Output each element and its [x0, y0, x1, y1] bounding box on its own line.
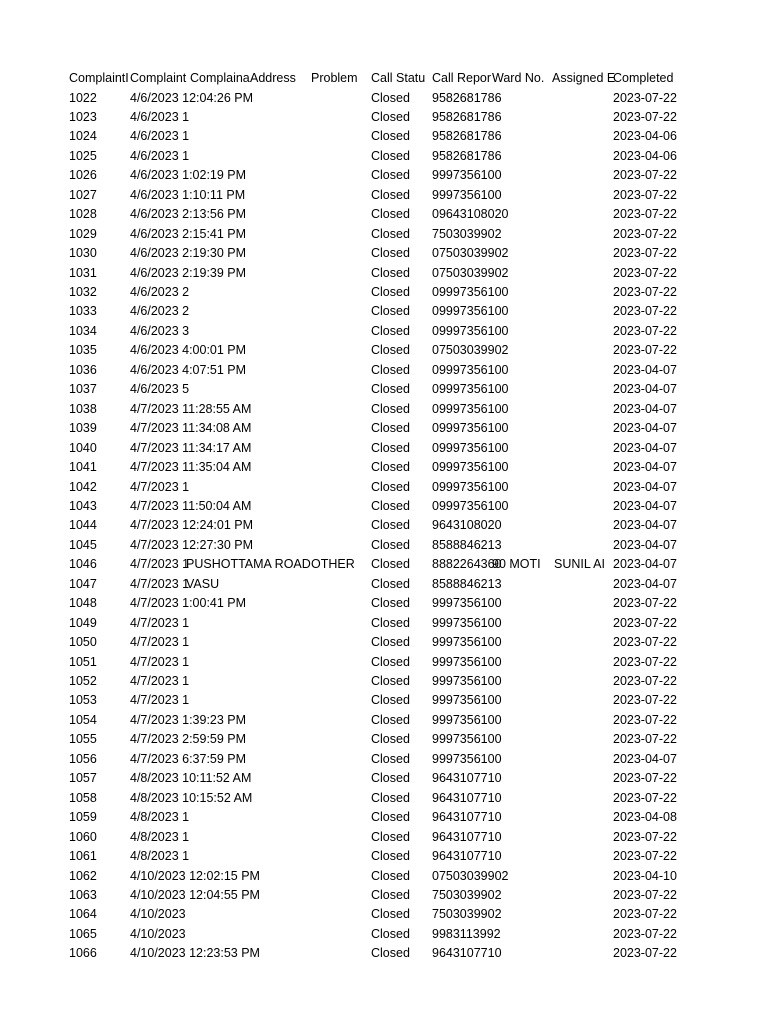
cell-call-reporter[interactable]: 07503039902 — [432, 265, 509, 280]
cell-call-reporter[interactable]: 09997356100 — [432, 304, 509, 319]
table-row[interactable] — [0, 341, 768, 361]
table-row[interactable] — [0, 361, 768, 381]
cell-complaint-id[interactable]: 1025 — [69, 148, 97, 163]
cell-call-reporter[interactable]: 9997356100 — [432, 693, 502, 708]
table-row[interactable] — [0, 380, 768, 400]
table-row[interactable] — [0, 127, 768, 147]
table-row[interactable] — [0, 633, 768, 653]
table-row[interactable] — [0, 89, 768, 109]
cell-completed[interactable]: 2023-07-22 — [613, 323, 677, 338]
cell-completed[interactable]: 2023-04-07 — [613, 557, 677, 572]
cell-completed[interactable]: 2023-07-22 — [613, 674, 677, 688]
table-row[interactable] — [0, 536, 768, 556]
cell-completed[interactable]: 2023-04-06 — [613, 129, 677, 144]
cell-call-status[interactable]: Closed — [371, 849, 410, 864]
table-row[interactable] — [0, 283, 768, 303]
cell-call-status[interactable]: Closed — [371, 926, 410, 941]
cell-call-status[interactable]: Closed — [371, 362, 410, 377]
cell-complaint-id[interactable]: 1031 — [69, 265, 97, 280]
cell-complaint-id[interactable]: 1058 — [69, 790, 97, 805]
cell-complaint-time[interactable]: 4/6/2023 4:07:51 PM — [130, 362, 247, 377]
cell-call-reporter[interactable]: 9997356100 — [432, 732, 502, 747]
cell-completed[interactable]: 2023-04-06 — [613, 148, 677, 163]
cell-call-reporter[interactable]: 9997356100 — [432, 654, 502, 669]
cell-complaint-id[interactable]: 1066 — [69, 946, 97, 961]
cell-call-status[interactable]: Closed — [371, 596, 410, 611]
cell-call-reporter[interactable]: 9997356100 — [432, 635, 502, 650]
cell-complaint-id[interactable]: 1052 — [69, 674, 97, 688]
table-row[interactable] — [0, 730, 768, 750]
cell-complaint-time[interactable]: 4/6/2023 2 — [130, 304, 190, 319]
cell-call-reporter[interactable]: 9643107710 — [432, 946, 502, 961]
cell-complaint-id[interactable]: 1061 — [69, 849, 97, 864]
table-row[interactable] — [0, 944, 768, 964]
cell-complaint-id[interactable]: 1039 — [69, 421, 97, 436]
cell-call-reporter[interactable]: 9997356100 — [432, 187, 502, 202]
cell-complaint-id[interactable]: 1036 — [69, 362, 97, 377]
cell-call-status[interactable]: Closed — [371, 129, 410, 144]
cell-call-status[interactable]: Closed — [371, 887, 410, 902]
cell-call-reporter[interactable]: 7503039902 — [432, 907, 502, 922]
cell-complaint-time[interactable]: 4/7/2023 1 — [130, 479, 190, 494]
cell-call-status[interactable]: Closed — [371, 323, 410, 338]
table-row[interactable] — [0, 653, 768, 673]
cell-complaint-id[interactable]: 1053 — [69, 693, 97, 708]
cell-ward-no[interactable]: 90 MOTI — [492, 557, 541, 572]
cell-problem[interactable]: OTHER — [311, 557, 355, 572]
cell-complaint-time[interactable]: 4/6/2023 2:19:39 PM — [130, 265, 247, 280]
header-complainant[interactable]: Complaina — [190, 71, 250, 85]
header-call-reporter[interactable]: Call Repor — [432, 71, 492, 85]
cell-call-reporter[interactable]: 9997356100 — [432, 596, 502, 611]
cell-complaint-id[interactable]: 1057 — [69, 771, 97, 786]
cell-call-reporter[interactable]: 7503039902 — [432, 887, 502, 902]
cell-call-reporter[interactable]: 9983113992 — [432, 926, 501, 941]
cell-call-status[interactable]: Closed — [371, 907, 410, 922]
cell-address[interactable]: PUSHOTTAMA ROAD — [186, 557, 311, 572]
cell-call-status[interactable]: Closed — [371, 304, 410, 319]
cell-call-status[interactable]: Closed — [371, 732, 410, 747]
cell-call-reporter[interactable]: 09997356100 — [432, 479, 509, 494]
table-row[interactable] — [0, 769, 768, 789]
cell-complaint-id[interactable]: 1047 — [69, 576, 97, 591]
cell-call-status[interactable]: Closed — [371, 635, 410, 650]
table-row[interactable] — [0, 400, 768, 420]
cell-completed[interactable]: 2023-07-22 — [613, 615, 677, 630]
cell-call-reporter[interactable]: 9643107710 — [432, 829, 502, 844]
cell-call-reporter[interactable]: 09997356100 — [432, 440, 509, 455]
cell-completed[interactable]: 2023-04-07 — [613, 576, 677, 591]
cell-call-status[interactable]: Closed — [371, 168, 410, 183]
cell-call-status[interactable]: Closed — [371, 421, 410, 436]
table-row[interactable] — [0, 555, 768, 575]
cell-complaint-id[interactable]: 1049 — [69, 615, 97, 630]
cell-call-status[interactable]: Closed — [371, 654, 410, 669]
cell-call-status[interactable]: Closed — [371, 226, 410, 241]
cell-complaint-id[interactable]: 1044 — [69, 518, 97, 533]
table-row[interactable] — [0, 322, 768, 342]
cell-completed[interactable]: 2023-04-07 — [613, 382, 677, 397]
cell-completed[interactable]: 2023-07-22 — [613, 887, 677, 902]
cell-call-status[interactable]: Closed — [371, 693, 410, 708]
cell-call-status[interactable]: Closed — [371, 265, 410, 280]
cell-completed[interactable]: 2023-07-22 — [613, 926, 677, 941]
cell-completed[interactable]: 2023-07-22 — [613, 187, 677, 202]
cell-complaint-time[interactable]: 4/10/2023 12:04:55 PM — [130, 887, 260, 902]
cell-completed[interactable]: 2023-07-22 — [613, 946, 677, 961]
cell-call-status[interactable]: Closed — [371, 479, 410, 494]
table-row[interactable] — [0, 867, 768, 887]
table-row[interactable] — [0, 672, 768, 692]
cell-completed[interactable]: 2023-07-22 — [613, 90, 677, 105]
cell-complaint-id[interactable]: 1064 — [69, 907, 97, 922]
cell-complaint-time[interactable]: 4/6/2023 12:04:26 PM — [130, 90, 254, 105]
cell-complaint-id[interactable]: 1038 — [69, 401, 97, 416]
cell-complaint-time[interactable]: 4/7/2023 11:50:04 AM — [130, 498, 252, 513]
table-row[interactable] — [0, 750, 768, 770]
cell-completed[interactable]: 2023-04-07 — [613, 421, 677, 436]
cell-call-reporter[interactable]: 9643108020 — [432, 518, 502, 533]
table-row[interactable] — [0, 147, 768, 167]
cell-call-status[interactable]: Closed — [371, 557, 410, 572]
table-row[interactable] — [0, 244, 768, 264]
header-address[interactable]: Address — [250, 71, 296, 85]
cell-call-reporter[interactable]: 09997356100 — [432, 323, 509, 338]
cell-call-reporter[interactable]: 09997356100 — [432, 460, 509, 475]
cell-complaint-time[interactable]: 4/6/2023 2 — [130, 285, 190, 299]
cell-completed[interactable]: 2023-07-22 — [613, 712, 677, 727]
cell-call-status[interactable]: Closed — [371, 148, 410, 163]
cell-complaint-id[interactable]: 1040 — [69, 440, 97, 455]
cell-complaint-id[interactable]: 1046 — [69, 557, 97, 572]
table-row[interactable] — [0, 789, 768, 809]
header-call-status[interactable]: Call Statu — [371, 71, 426, 85]
cell-completed[interactable]: 2023-04-10 — [613, 868, 677, 883]
cell-complaint-time[interactable]: 4/7/2023 1 — [130, 674, 190, 688]
table-row[interactable] — [0, 594, 768, 614]
cell-complaint-time[interactable]: 4/6/2023 4:00:01 PM — [130, 343, 247, 358]
table-row[interactable] — [0, 847, 768, 867]
cell-call-reporter[interactable]: 8588846213 — [432, 537, 502, 552]
cell-complaint-time[interactable]: 4/8/2023 10:15:52 AM — [130, 790, 253, 805]
cell-complaint-id[interactable]: 1055 — [69, 732, 97, 747]
cell-complaint-id[interactable]: 1050 — [69, 635, 97, 650]
cell-complaint-id[interactable]: 1054 — [69, 712, 97, 727]
table-row[interactable] — [0, 108, 768, 128]
cell-call-status[interactable]: Closed — [371, 712, 410, 727]
cell-call-reporter[interactable]: 07503039902 — [432, 246, 509, 261]
cell-call-reporter[interactable]: 7503039902 — [432, 226, 502, 241]
cell-complaint-time[interactable]: 4/7/2023 11:35:04 AM — [130, 460, 252, 475]
table-row[interactable] — [0, 205, 768, 225]
cell-complaint-id[interactable]: 1028 — [69, 207, 97, 222]
cell-call-status[interactable]: Closed — [371, 868, 410, 883]
table-row[interactable] — [0, 225, 768, 245]
cell-call-status[interactable]: Closed — [371, 246, 410, 261]
cell-complaint-time[interactable]: 4/7/2023 1:00:41 PM — [130, 596, 247, 611]
cell-call-status[interactable]: Closed — [371, 751, 410, 766]
cell-complaint-time[interactable]: 4/6/2023 1:10:11 PM — [130, 187, 246, 202]
cell-call-status[interactable]: Closed — [371, 207, 410, 222]
cell-complaint-id[interactable]: 1059 — [69, 810, 97, 825]
cell-call-status[interactable]: Closed — [371, 460, 410, 475]
cell-complaint-id[interactable]: 1034 — [69, 323, 97, 338]
cell-call-status[interactable]: Closed — [371, 771, 410, 786]
cell-call-reporter[interactable]: 07503039902 — [432, 868, 509, 883]
cell-complaint-time[interactable]: 4/10/2023 12:02:15 PM — [130, 868, 260, 883]
table-row[interactable] — [0, 516, 768, 536]
table-row[interactable] — [0, 691, 768, 711]
header-row — [0, 69, 768, 89]
cell-complaint-time[interactable]: 4/7/2023 1 — [130, 693, 190, 708]
cell-complaint-time[interactable]: 4/6/2023 5 — [130, 382, 190, 397]
cell-complaint-time[interactable]: 4/6/2023 1:02:19 PM — [130, 168, 247, 183]
cell-call-status[interactable]: Closed — [371, 382, 410, 397]
cell-completed[interactable]: 2023-04-07 — [613, 518, 677, 533]
cell-call-status[interactable]: Closed — [371, 615, 410, 630]
cell-complaint-id[interactable]: 1037 — [69, 382, 97, 397]
cell-call-reporter[interactable]: 9997356100 — [432, 615, 502, 630]
cell-complaint-time[interactable]: 4/7/2023 11:34:08 AM — [130, 421, 252, 436]
cell-completed[interactable]: 2023-07-22 — [613, 207, 677, 222]
header-assigned[interactable]: Assigned E — [552, 71, 616, 85]
table-row[interactable] — [0, 711, 768, 731]
cell-complaint-time[interactable]: 4/6/2023 2:13:56 PM — [130, 207, 247, 222]
cell-call-reporter[interactable]: 9582681786 — [432, 129, 502, 144]
cell-call-status[interactable]: Closed — [371, 498, 410, 513]
cell-call-reporter[interactable]: 9643107710 — [432, 790, 502, 805]
cell-complainant[interactable]: VASU — [186, 576, 220, 591]
header-problem[interactable]: Problem — [311, 71, 358, 85]
table-row[interactable] — [0, 302, 768, 322]
cell-call-reporter[interactable]: 9643107710 — [432, 810, 502, 825]
cell-call-status[interactable]: Closed — [371, 343, 410, 358]
cell-call-reporter[interactable]: 09997356100 — [432, 382, 509, 397]
cell-complaint-id[interactable]: 1033 — [69, 304, 97, 319]
cell-call-reporter[interactable]: 9997356100 — [432, 168, 502, 183]
cell-completed[interactable]: 2023-04-07 — [613, 751, 677, 766]
cell-complaint-id[interactable]: 1062 — [69, 868, 97, 883]
cell-complaint-time[interactable]: 4/7/2023 1 — [130, 557, 190, 572]
cell-complaint-time[interactable]: 4/7/2023 11:34:17 AM — [130, 440, 252, 455]
table-row[interactable] — [0, 828, 768, 848]
cell-call-reporter[interactable]: 8588846213 — [432, 576, 502, 591]
header-complaint-time[interactable]: Complaint — [130, 71, 187, 85]
cell-complaint-time[interactable]: 4/6/2023 3 — [130, 323, 190, 338]
cell-call-reporter[interactable]: 07503039902 — [432, 343, 509, 358]
cell-call-reporter[interactable]: 9997356100 — [432, 712, 502, 727]
cell-complaint-time[interactable]: 4/8/2023 1 — [130, 810, 190, 825]
cell-completed[interactable]: 2023-07-22 — [613, 829, 677, 844]
table-row[interactable] — [0, 808, 768, 828]
cell-call-status[interactable]: Closed — [371, 576, 410, 591]
table-row[interactable] — [0, 419, 768, 439]
cell-call-reporter[interactable]: 9582681786 — [432, 90, 502, 105]
cell-complaint-id[interactable]: 1027 — [69, 187, 97, 202]
cell-assigned[interactable]: SUNIL AI — [554, 557, 605, 572]
cell-completed[interactable]: 2023-07-22 — [613, 246, 677, 261]
cell-completed[interactable]: 2023-07-22 — [613, 109, 677, 124]
cell-complaint-id[interactable]: 1035 — [69, 343, 97, 358]
cell-complaint-time[interactable]: 4/7/2023 12:27:30 PM — [130, 537, 254, 552]
cell-call-status[interactable]: Closed — [371, 810, 410, 825]
cell-complaint-id[interactable]: 1023 — [69, 109, 97, 124]
cell-complaint-id[interactable]: 1022 — [69, 90, 97, 105]
cell-complaint-time[interactable]: 4/8/2023 1 — [130, 849, 190, 864]
cell-completed[interactable]: 2023-04-08 — [613, 810, 677, 825]
cell-complaint-time[interactable]: 4/7/2023 11:28:55 AM — [130, 401, 252, 416]
cell-complaint-id[interactable]: 1024 — [69, 129, 97, 144]
cell-call-status[interactable]: Closed — [371, 109, 410, 124]
cell-completed[interactable]: 2023-07-22 — [613, 285, 677, 299]
cell-complaint-id[interactable]: 1045 — [69, 537, 97, 552]
cell-complaint-time[interactable]: 4/10/2023 12:23:53 PM — [130, 946, 260, 961]
cell-call-reporter[interactable]: 9643107710 — [432, 771, 502, 786]
cell-completed[interactable]: 2023-07-22 — [613, 790, 677, 805]
table-row[interactable] — [0, 186, 768, 206]
cell-call-reporter[interactable]: 9582681786 — [432, 148, 502, 163]
table-row[interactable] — [0, 886, 768, 906]
cell-complaint-id[interactable]: 1065 — [69, 926, 97, 941]
cell-complaint-time[interactable]: 4/8/2023 10:11:52 AM — [130, 771, 252, 786]
cell-call-reporter[interactable]: 9997356100 — [432, 674, 502, 688]
cell-complaint-time[interactable]: 4/7/2023 12:24:01 PM — [130, 518, 254, 533]
cell-completed[interactable]: 2023-07-22 — [613, 907, 677, 922]
cell-completed[interactable]: 2023-07-22 — [613, 849, 677, 864]
cell-complaint-time[interactable]: 4/6/2023 1 — [130, 109, 190, 124]
cell-complaint-time[interactable]: 4/10/2023 — [130, 907, 186, 922]
cell-call-status[interactable]: Closed — [371, 401, 410, 416]
cell-completed[interactable]: 2023-07-22 — [613, 304, 677, 319]
cell-completed[interactable]: 2023-07-22 — [613, 168, 677, 183]
table-row[interactable] — [0, 439, 768, 459]
cell-call-status[interactable]: Closed — [371, 829, 410, 844]
cell-completed[interactable]: 2023-04-07 — [613, 537, 677, 552]
cell-call-status[interactable]: Closed — [371, 537, 410, 552]
cell-complaint-id[interactable]: 1056 — [69, 751, 97, 766]
cell-complaint-id[interactable]: 1043 — [69, 498, 97, 513]
cell-complaint-time[interactable]: 4/7/2023 6:37:59 PM — [130, 751, 247, 766]
cell-completed[interactable]: 2023-04-07 — [613, 362, 677, 377]
cell-complaint-id[interactable]: 1026 — [69, 168, 97, 183]
header-completed[interactable]: Completed — [613, 71, 674, 85]
cell-complaint-id[interactable]: 1051 — [69, 654, 97, 669]
cell-complaint-time[interactable]: 4/6/2023 1 — [130, 148, 190, 163]
cell-call-reporter[interactable]: 09997356100 — [432, 285, 509, 299]
cell-complaint-time[interactable]: 4/6/2023 2:15:41 PM — [130, 226, 247, 241]
cell-complaint-time[interactable]: 4/8/2023 1 — [130, 829, 190, 844]
cell-complaint-time[interactable]: 4/6/2023 2:19:30 PM — [130, 246, 247, 261]
cell-call-status[interactable]: Closed — [371, 674, 410, 688]
cell-call-status[interactable]: Closed — [371, 790, 410, 805]
table-row[interactable] — [0, 264, 768, 284]
cell-completed[interactable]: 2023-07-22 — [613, 343, 677, 358]
cell-complaint-time[interactable]: 4/7/2023 1:39:23 PM — [130, 712, 247, 727]
table-row[interactable] — [0, 478, 768, 498]
table-row[interactable] — [0, 166, 768, 186]
cell-complaint-id[interactable]: 1063 — [69, 887, 97, 902]
cell-call-reporter[interactable]: 8882264360 — [432, 557, 502, 572]
table-row[interactable] — [0, 575, 768, 595]
cell-completed[interactable]: 2023-04-07 — [613, 460, 677, 475]
cell-complaint-id[interactable]: 1048 — [69, 596, 97, 611]
cell-complaint-id[interactable]: 1029 — [69, 226, 97, 241]
cell-completed[interactable]: 2023-07-22 — [613, 596, 677, 611]
cell-call-reporter[interactable]: 09643108020 — [432, 207, 509, 222]
cell-complaint-id[interactable]: 1041 — [69, 460, 97, 475]
cell-complaint-time[interactable]: 4/7/2023 1 — [130, 654, 190, 669]
cell-completed[interactable]: 2023-07-22 — [613, 654, 677, 669]
header-complaint-id[interactable]: ComplaintI — [69, 71, 129, 85]
table-row[interactable] — [0, 905, 768, 925]
cell-completed[interactable]: 2023-07-22 — [613, 226, 677, 241]
cell-completed[interactable]: 2023-07-22 — [613, 732, 677, 747]
cell-call-reporter[interactable]: 09997356100 — [432, 498, 509, 513]
cell-complaint-time[interactable]: 4/10/2023 — [130, 926, 186, 941]
cell-complaint-time[interactable]: 4/6/2023 1 — [130, 129, 190, 144]
cell-complaint-time[interactable]: 4/7/2023 1 — [130, 576, 190, 591]
cell-completed[interactable]: 2023-04-07 — [613, 498, 677, 513]
cell-call-status[interactable]: Closed — [371, 90, 410, 105]
cell-complaint-id[interactable]: 1060 — [69, 829, 97, 844]
table-row[interactable] — [0, 614, 768, 634]
cell-complaint-time[interactable]: 4/7/2023 1 — [130, 615, 190, 630]
cell-call-status[interactable]: Closed — [371, 187, 410, 202]
cell-completed[interactable]: 2023-07-22 — [613, 635, 677, 650]
cell-completed[interactable]: 2023-04-07 — [613, 401, 677, 416]
table-row[interactable] — [0, 497, 768, 517]
cell-call-status[interactable]: Closed — [371, 518, 410, 533]
cell-call-reporter[interactable]: 9643107710 — [432, 849, 502, 864]
cell-call-reporter[interactable]: 9997356100 — [432, 751, 502, 766]
cell-call-reporter[interactable]: 09997356100 — [432, 421, 509, 436]
cell-completed[interactable]: 2023-07-22 — [613, 693, 677, 708]
cell-complaint-id[interactable]: 1042 — [69, 479, 97, 494]
cell-completed[interactable]: 2023-04-07 — [613, 479, 677, 494]
cell-completed[interactable]: 2023-07-22 — [613, 265, 677, 280]
cell-complaint-id[interactable]: 1030 — [69, 246, 97, 261]
table-row[interactable] — [0, 458, 768, 478]
header-ward-no[interactable]: Ward No. — [492, 71, 545, 85]
cell-call-reporter[interactable]: 09997356100 — [432, 401, 509, 416]
cell-call-status[interactable]: Closed — [371, 285, 410, 299]
cell-call-status[interactable]: Closed — [371, 440, 410, 455]
cell-call-reporter[interactable]: 9582681786 — [432, 109, 502, 124]
cell-complaint-id[interactable]: 1032 — [69, 285, 97, 299]
cell-call-reporter[interactable]: 09997356100 — [432, 362, 509, 377]
cell-completed[interactable]: 2023-07-22 — [613, 771, 677, 786]
cell-complaint-time[interactable]: 4/7/2023 1 — [130, 635, 190, 650]
table-row[interactable] — [0, 925, 768, 945]
cell-completed[interactable]: 2023-04-07 — [613, 440, 677, 455]
cell-complaint-time[interactable]: 4/7/2023 2:59:59 PM — [130, 732, 247, 747]
cell-call-status[interactable]: Closed — [371, 946, 410, 961]
